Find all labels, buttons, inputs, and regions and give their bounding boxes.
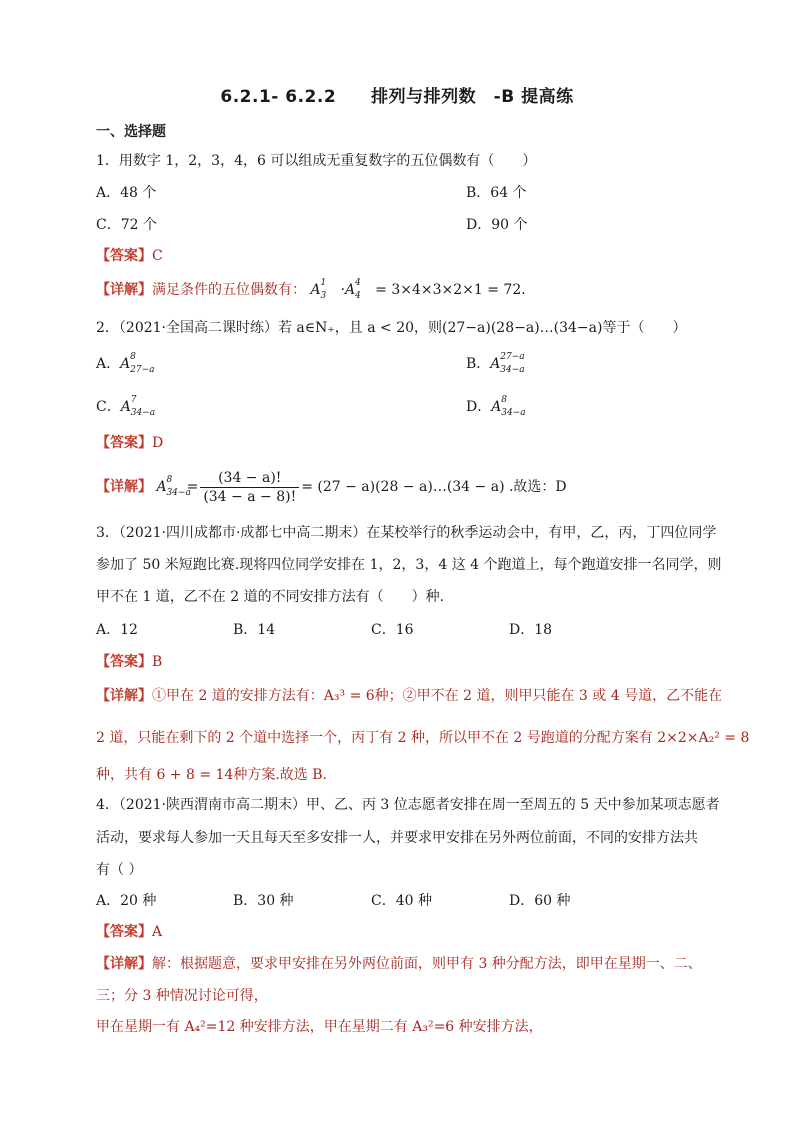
detail-tag: 【详解】 [96, 282, 152, 298]
q1-option-a: A．48 个 [96, 185, 157, 201]
q3-detail-line-1: 【详解】①甲在 2 道的安排方法有：A₃³ = 6种；②甲不在 2 道，则甲只能在 3 或 4 号道，乙不能在 [96, 688, 723, 704]
q1-option-c: C．72 个 [96, 217, 157, 233]
q3-stem-line-1: 3．（2021·四川成都市·成都七中高二期末）在某校举行的秋季运动会中，有甲，乙，丙，丁四位同学 [96, 525, 717, 541]
q1-detail-text: 满足条件的五位偶数有： [152, 282, 306, 298]
q1-detail-perm-2: A 4 4 [345, 278, 361, 301]
q2-detail-fraction: $\frac{(34 - a)!}{(34 - a - 8)!}$ [200, 469, 299, 506]
q2-options-row-2 [96, 397, 716, 417]
q2-option-d: D．A 8 34−a [466, 395, 526, 418]
q4-option-c: C．40 种 [371, 893, 432, 909]
q1-detail: 【详解】满足条件的五位偶数有： A 1 3 ·A 4 4 = 3×4×3×2×1 = 72． [96, 278, 536, 301]
q3-stem-line-2: 参加了 50 米短跑比赛.现将四位同学安排在 1，2，3，4 这 4 个跑道上，每个跑道安排一名同学，则 [96, 557, 722, 573]
q4-detail-line-3: 甲在星期一有 A₄²=12 种安排方法，甲在星期二有 A₃²=6 种安排方法， [96, 1019, 543, 1035]
q3-answer: 【答案】B [96, 654, 163, 670]
q4-stem-line-1: 4．（2021·陕西渭南市高二期末）甲、乙、丙 3 位志愿者安排在周一至周五的 5 天中参加某项志愿者 [96, 797, 720, 813]
q4-answer: 【答案】A [96, 924, 163, 940]
q2-option-c: C．A 7 34−a [96, 395, 156, 418]
q2-options-row-1 [96, 354, 716, 374]
q3-stem-line-3: 甲不在 1 道，乙不在 2 道的不同安排方法有（ ）种. [96, 589, 445, 605]
q1-options-row-1 [96, 183, 716, 203]
page-title: 6.2.1- 6.2.2 排列与排列数 -B 提高练 [220, 87, 574, 107]
q1-detail-perm-1: A 1 3 [310, 278, 327, 301]
answer-tag: 【答案】 [96, 248, 152, 264]
q1-stem: 1．用数字 1，2，3，4，6 可以组成无重复数字的五位偶数有（ ） [96, 153, 537, 169]
q2-detail: 【详解】 A 8 34−a = $\frac{(34 - a)!}{(34 - a - 8)!}$ = (27 − a)(28 − a)…(34 − a) .故选：D [96, 469, 567, 505]
q4-stem-line-3: 有（ ） [96, 862, 143, 878]
q1-answer-value: C [152, 248, 163, 264]
q4-answer-value: A [152, 924, 163, 940]
q2-detail-perm: A 8 34−a [156, 475, 191, 498]
q3-option-b: B．14 [233, 622, 276, 638]
q3-option-c: C．16 [371, 622, 414, 638]
q2-stem: 2．（2021·全国高二课时练）若 a∈N₊，且 a < 20，则(27−a)(28−a)…(34−a)等于（ ） [96, 320, 687, 336]
q4-option-b: B．30 种 [233, 893, 294, 909]
q1-detail-math: = 3×4×3×2×1 = 72． [375, 282, 536, 298]
section-heading: 一、选择题 [96, 124, 166, 140]
q1-options-row-2 [96, 215, 716, 235]
q3-option-a: A．12 [96, 622, 138, 638]
q4-detail-line-1: 【详解】解：根据题意，要求甲安排在另外两位前面，则甲有 3 种分配方法，即甲在星期一、二、 [96, 956, 702, 972]
q1-option-b: B．64 个 [466, 185, 527, 201]
q2-detail-tail: = (27 − a)(28 − a)…(34 − a) .故选：D [301, 479, 567, 495]
q2-option-b: B．A 27−a 34−a [466, 352, 525, 375]
q3-answer-value: B [152, 654, 163, 670]
q3-option-d: D．18 [509, 622, 553, 638]
q3-detail-line-2: 2 道，只能在剩下的 2 个道中选择一个，丙丁有 2 种，所以甲不在 2 号跑道的分配方案有 2×2×A₂² = 8 [96, 730, 750, 746]
q2-answer-value: D [152, 435, 164, 451]
q4-option-d: D．60 种 [509, 893, 571, 909]
q1-answer [96, 246, 716, 266]
q2-option-a: A．A 8 27−a [96, 352, 155, 375]
q4-option-a: A．20 种 [96, 893, 157, 909]
q3-detail-line-3: 种，共有 6 + 8 = 14种方案.故选 B. [96, 767, 327, 783]
q4-stem-line-2: 活动，要求每人参加一天且每天至多安排一人，并要求甲安排在另外两位前面，不同的安排方法共 [96, 830, 698, 846]
q4-detail-line-2: 三；分 3 种情况讨论可得， [96, 988, 268, 1004]
q1-option-d: D．90 个 [466, 217, 528, 233]
q2-answer: 【答案】D [96, 435, 164, 451]
